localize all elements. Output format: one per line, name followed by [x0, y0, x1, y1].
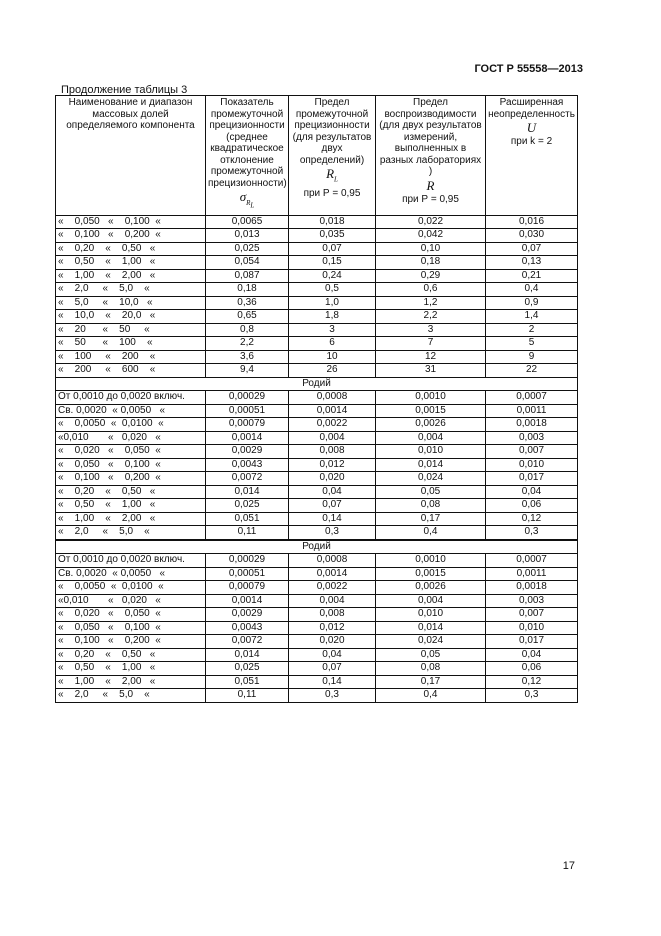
range-cell: « 1,00 « 2,00 « [56, 512, 206, 526]
value-cell: 0,04 [486, 648, 578, 662]
value-cell: 0,0007 [486, 554, 578, 568]
section-rhodium-1 [56, 377, 578, 391]
value-cell: 0,18 [376, 256, 486, 270]
table-row [56, 526, 578, 540]
value-cell: 0,020 [289, 472, 376, 486]
table-row [56, 675, 578, 689]
range-cell: « 0,100 « 0,200 « [56, 635, 206, 649]
value-cell: 0,0014 [289, 567, 376, 581]
column-header-intermediate-precision: Показатель промежуточной прецизионности (среднее квадратическое отклонение промежуточной прецизионности) $\sigma_{R_L}$ [206, 96, 289, 216]
value-cell: 0,0026 [376, 581, 486, 595]
value-cell: 0,016 [486, 215, 578, 229]
value-cell: 0,14 [289, 512, 376, 526]
value-cell: 0,017 [486, 635, 578, 649]
value-cell: 0,025 [206, 662, 289, 676]
column-header-expanded-uncertainty: Расширенная неопределенность U при k = 2 [486, 96, 578, 216]
table-row [56, 269, 578, 283]
table-row [56, 689, 578, 703]
value-cell: 0,0015 [376, 404, 486, 418]
value-cell: 0,5 [289, 283, 376, 297]
sigma-symbol: $\sigma_{R_L}$ [239, 189, 255, 209]
value-cell: 0,0007 [486, 391, 578, 405]
table-row [56, 431, 578, 445]
value-cell: 0,04 [289, 648, 376, 662]
value-cell: 0,024 [376, 472, 486, 486]
value-cell: 0,3 [486, 526, 578, 540]
value-cell: 0,00079 [206, 581, 289, 595]
value-cell: 0,051 [206, 675, 289, 689]
value-cell: 0,12 [486, 512, 578, 526]
range-cell: « 2,0 « 5,0 « [56, 283, 206, 297]
range-cell: « 1,00 « 2,00 « [56, 269, 206, 283]
value-cell: 0,014 [376, 458, 486, 472]
value-cell: 0,042 [376, 229, 486, 243]
table-row [56, 323, 578, 337]
value-cell: 0,0022 [289, 581, 376, 595]
value-cell: 1,4 [486, 310, 578, 324]
range-cell: « 5,0 « 10,0 « [56, 296, 206, 310]
value-cell: 0,014 [206, 485, 289, 499]
value-cell: 0,012 [289, 458, 376, 472]
value-cell: 0,087 [206, 269, 289, 283]
value-cell: 0,05 [376, 648, 486, 662]
value-cell: 0,07 [289, 499, 376, 513]
value-cell: 0,0010 [376, 391, 486, 405]
range-cell: « 0,0050 « 0,0100 « [56, 581, 206, 595]
page-number: 17 [562, 860, 575, 872]
value-cell: 0,004 [289, 431, 376, 445]
value-cell: 5 [486, 337, 578, 351]
value-cell: 0,0014 [206, 594, 289, 608]
value-cell: 0,0011 [486, 567, 578, 581]
range-cell: «0,010 « 0,020 « [56, 431, 206, 445]
column-header-reproducibility-limit: Предел воспроизводимости (для двух результатов измерений, выполненных в разных лабораториях ) R при Р = 0,95 [376, 96, 486, 216]
value-cell: 0,0022 [289, 418, 376, 432]
value-cell: 0,36 [206, 296, 289, 310]
value-cell: 0,004 [376, 594, 486, 608]
range-cell: «0,010 « 0,020 « [56, 594, 206, 608]
value-cell: 0,3 [289, 526, 376, 540]
table-row [56, 215, 578, 229]
value-cell: 0,0026 [376, 418, 486, 432]
table-row [56, 662, 578, 676]
range-cell: « 0,50 « 1,00 « [56, 256, 206, 270]
value-cell: 0,4 [486, 283, 578, 297]
value-cell: 0,017 [486, 472, 578, 486]
value-cell: 0,025 [206, 499, 289, 513]
range-cell: « 1,00 « 2,00 « [56, 675, 206, 689]
value-cell: 0,014 [376, 621, 486, 635]
value-cell: 0,0018 [486, 418, 578, 432]
value-cell: 0,11 [206, 689, 289, 703]
table-row [56, 364, 578, 378]
value-cell: 0,004 [289, 594, 376, 608]
range-cell: « 0,050 « 0,100 « [56, 458, 206, 472]
value-cell: 7 [376, 337, 486, 351]
value-cell: 3 [289, 323, 376, 337]
table-row [56, 350, 578, 364]
range-cell: « 0,20 « 0,50 « [56, 242, 206, 256]
value-cell: 0,0043 [206, 458, 289, 472]
value-cell: 2 [486, 323, 578, 337]
value-cell: 0,008 [289, 608, 376, 622]
value-cell: 0,04 [289, 485, 376, 499]
table-row [56, 458, 578, 472]
value-cell: 0,21 [486, 269, 578, 283]
table-body-top [56, 215, 578, 377]
section-title: Родий [56, 377, 578, 391]
value-cell: 0,08 [376, 499, 486, 513]
value-cell: 0,06 [486, 499, 578, 513]
value-cell: 26 [289, 364, 376, 378]
value-cell: 0,0065 [206, 215, 289, 229]
range-cell: « 0,020 « 0,050 « [56, 608, 206, 622]
table-body-rhodium-1 [56, 391, 578, 540]
value-cell: 0,07 [486, 242, 578, 256]
table-body-rhodium-2 [56, 554, 578, 703]
table-row [56, 472, 578, 486]
rl-symbol: $R_L$ [326, 166, 338, 184]
value-cell: 0,0072 [206, 635, 289, 649]
value-cell: 0,007 [486, 608, 578, 622]
value-cell: 0,0008 [289, 554, 376, 568]
r-symbol: R [426, 177, 435, 193]
range-cell: « 100 « 200 « [56, 350, 206, 364]
table-row [56, 256, 578, 270]
value-cell: 0,014 [206, 648, 289, 662]
value-cell: 0,12 [486, 675, 578, 689]
table-row [56, 283, 578, 297]
table-row [56, 648, 578, 662]
value-cell: 0,00029 [206, 554, 289, 568]
value-cell: 0,15 [289, 256, 376, 270]
range-cell: От 0,0010 до 0,0020 включ. [56, 554, 206, 568]
table-row [56, 229, 578, 243]
value-cell: 0,10 [376, 242, 486, 256]
value-cell: 0,020 [289, 635, 376, 649]
range-cell: « 2,0 « 5,0 « [56, 689, 206, 703]
value-cell: 0,0014 [289, 404, 376, 418]
value-cell: 0,3 [289, 689, 376, 703]
value-cell: 0,0011 [486, 404, 578, 418]
value-cell: 0,00051 [206, 404, 289, 418]
table-row [56, 581, 578, 595]
value-cell: 0,04 [486, 485, 578, 499]
value-cell: 0,0029 [206, 445, 289, 459]
value-cell: 0,0008 [289, 391, 376, 405]
value-cell: 0,0014 [206, 431, 289, 445]
value-cell: 0,013 [206, 229, 289, 243]
value-cell: 0,022 [376, 215, 486, 229]
range-cell: « 0,050 « 0,100 « [56, 621, 206, 635]
value-cell: 0,051 [206, 512, 289, 526]
value-cell: 0,0018 [486, 581, 578, 595]
value-cell: 0,025 [206, 242, 289, 256]
value-cell: 3 [376, 323, 486, 337]
range-cell: « 2,0 « 5,0 « [56, 526, 206, 540]
value-cell: 0,17 [376, 512, 486, 526]
value-cell: 3,6 [206, 350, 289, 364]
table-row [56, 310, 578, 324]
value-cell: 0,010 [376, 608, 486, 622]
value-cell: 0,008 [289, 445, 376, 459]
value-cell: 0,0015 [376, 567, 486, 581]
range-cell: « 0,50 « 1,00 « [56, 662, 206, 676]
table-row [56, 296, 578, 310]
table-row [56, 594, 578, 608]
value-cell: 1,2 [376, 296, 486, 310]
range-cell: « 0,020 « 0,050 « [56, 445, 206, 459]
value-cell: 0,00079 [206, 418, 289, 432]
range-cell: « 0,0050 « 0,0100 « [56, 418, 206, 432]
value-cell: 1,8 [289, 310, 376, 324]
value-cell: 0,010 [376, 445, 486, 459]
value-cell: 0,13 [486, 256, 578, 270]
value-cell: 0,0029 [206, 608, 289, 622]
range-cell: « 0,50 « 1,00 « [56, 499, 206, 513]
table-row [56, 242, 578, 256]
table-row [56, 621, 578, 635]
range-cell: « 0,050 « 0,100 « [56, 215, 206, 229]
value-cell: 0,14 [289, 675, 376, 689]
value-cell: 0,8 [206, 323, 289, 337]
table-row [56, 635, 578, 649]
value-cell: 0,003 [486, 431, 578, 445]
table-row [56, 567, 578, 581]
column-header-name: Наименование и диапазон массовых долей определяемого компонента [56, 96, 206, 216]
value-cell: 0,003 [486, 594, 578, 608]
value-cell: 2,2 [206, 337, 289, 351]
value-cell: 10 [289, 350, 376, 364]
table-row [56, 608, 578, 622]
document-code: ГОСТ Р 55558—2013 [474, 63, 583, 75]
u-symbol: U [526, 120, 537, 135]
value-cell: 0,035 [289, 229, 376, 243]
table-row [56, 485, 578, 499]
value-cell: 0,0072 [206, 472, 289, 486]
value-cell: 0,012 [289, 621, 376, 635]
value-cell: 0,010 [486, 458, 578, 472]
table-row [56, 445, 578, 459]
value-cell: 12 [376, 350, 486, 364]
range-cell: Св. 0,0020 « 0,0050 « [56, 567, 206, 581]
value-cell: 0,29 [376, 269, 486, 283]
table-header-row [56, 96, 578, 216]
range-cell: « 200 « 600 « [56, 364, 206, 378]
value-cell: 9 [486, 350, 578, 364]
table-row [56, 499, 578, 513]
value-cell: 31 [376, 364, 486, 378]
value-cell: 0,9 [486, 296, 578, 310]
value-cell: 0,4 [376, 526, 486, 540]
value-cell: 0,007 [486, 445, 578, 459]
precision-table [55, 95, 578, 703]
value-cell: 0,11 [206, 526, 289, 540]
table-row [56, 337, 578, 351]
value-cell: 0,6 [376, 283, 486, 297]
range-cell: « 20 « 50 « [56, 323, 206, 337]
value-cell: 0,07 [289, 662, 376, 676]
value-cell: 0,24 [289, 269, 376, 283]
range-cell: « 0,100 « 0,200 « [56, 472, 206, 486]
section-rhodium-2 [56, 540, 578, 554]
value-cell: 9,4 [206, 364, 289, 378]
value-cell: 0,4 [376, 689, 486, 703]
value-cell: 0,030 [486, 229, 578, 243]
section-title: Родий [56, 540, 578, 554]
value-cell: 0,018 [289, 215, 376, 229]
value-cell: 0,3 [486, 689, 578, 703]
range-cell: « 10,0 « 20,0 « [56, 310, 206, 324]
range-cell: От 0,0010 до 0,0020 включ. [56, 391, 206, 405]
table-row [56, 418, 578, 432]
value-cell: 0,024 [376, 635, 486, 649]
value-cell: 0,0010 [376, 554, 486, 568]
table-row [56, 391, 578, 405]
table-continuation-label: Продолжение таблицы 3 [61, 84, 188, 96]
value-cell: 0,00029 [206, 391, 289, 405]
value-cell: 22 [486, 364, 578, 378]
range-cell: « 0,100 « 0,200 « [56, 229, 206, 243]
range-cell: « 0,20 « 0,50 « [56, 485, 206, 499]
value-cell: 0,08 [376, 662, 486, 676]
value-cell: 0,65 [206, 310, 289, 324]
value-cell: 0,004 [376, 431, 486, 445]
column-header-intermediate-limit: Предел промежуточной прецизионности (для результатов двух определений) $R_L$ при Р = 0,95 [289, 96, 376, 216]
table-row [56, 512, 578, 526]
value-cell: 0,18 [206, 283, 289, 297]
range-cell: Св. 0,0020 « 0,0050 « [56, 404, 206, 418]
value-cell: 0,010 [486, 621, 578, 635]
value-cell: 0,07 [289, 242, 376, 256]
value-cell: 1,0 [289, 296, 376, 310]
value-cell: 6 [289, 337, 376, 351]
value-cell: 0,17 [376, 675, 486, 689]
table-row [56, 554, 578, 568]
value-cell: 0,054 [206, 256, 289, 270]
value-cell: 0,06 [486, 662, 578, 676]
range-cell: « 50 « 100 « [56, 337, 206, 351]
table-row [56, 404, 578, 418]
value-cell: 0,00051 [206, 567, 289, 581]
value-cell: 2,2 [376, 310, 486, 324]
value-cell: 0,0043 [206, 621, 289, 635]
range-cell: « 0,20 « 0,50 « [56, 648, 206, 662]
value-cell: 0,05 [376, 485, 486, 499]
